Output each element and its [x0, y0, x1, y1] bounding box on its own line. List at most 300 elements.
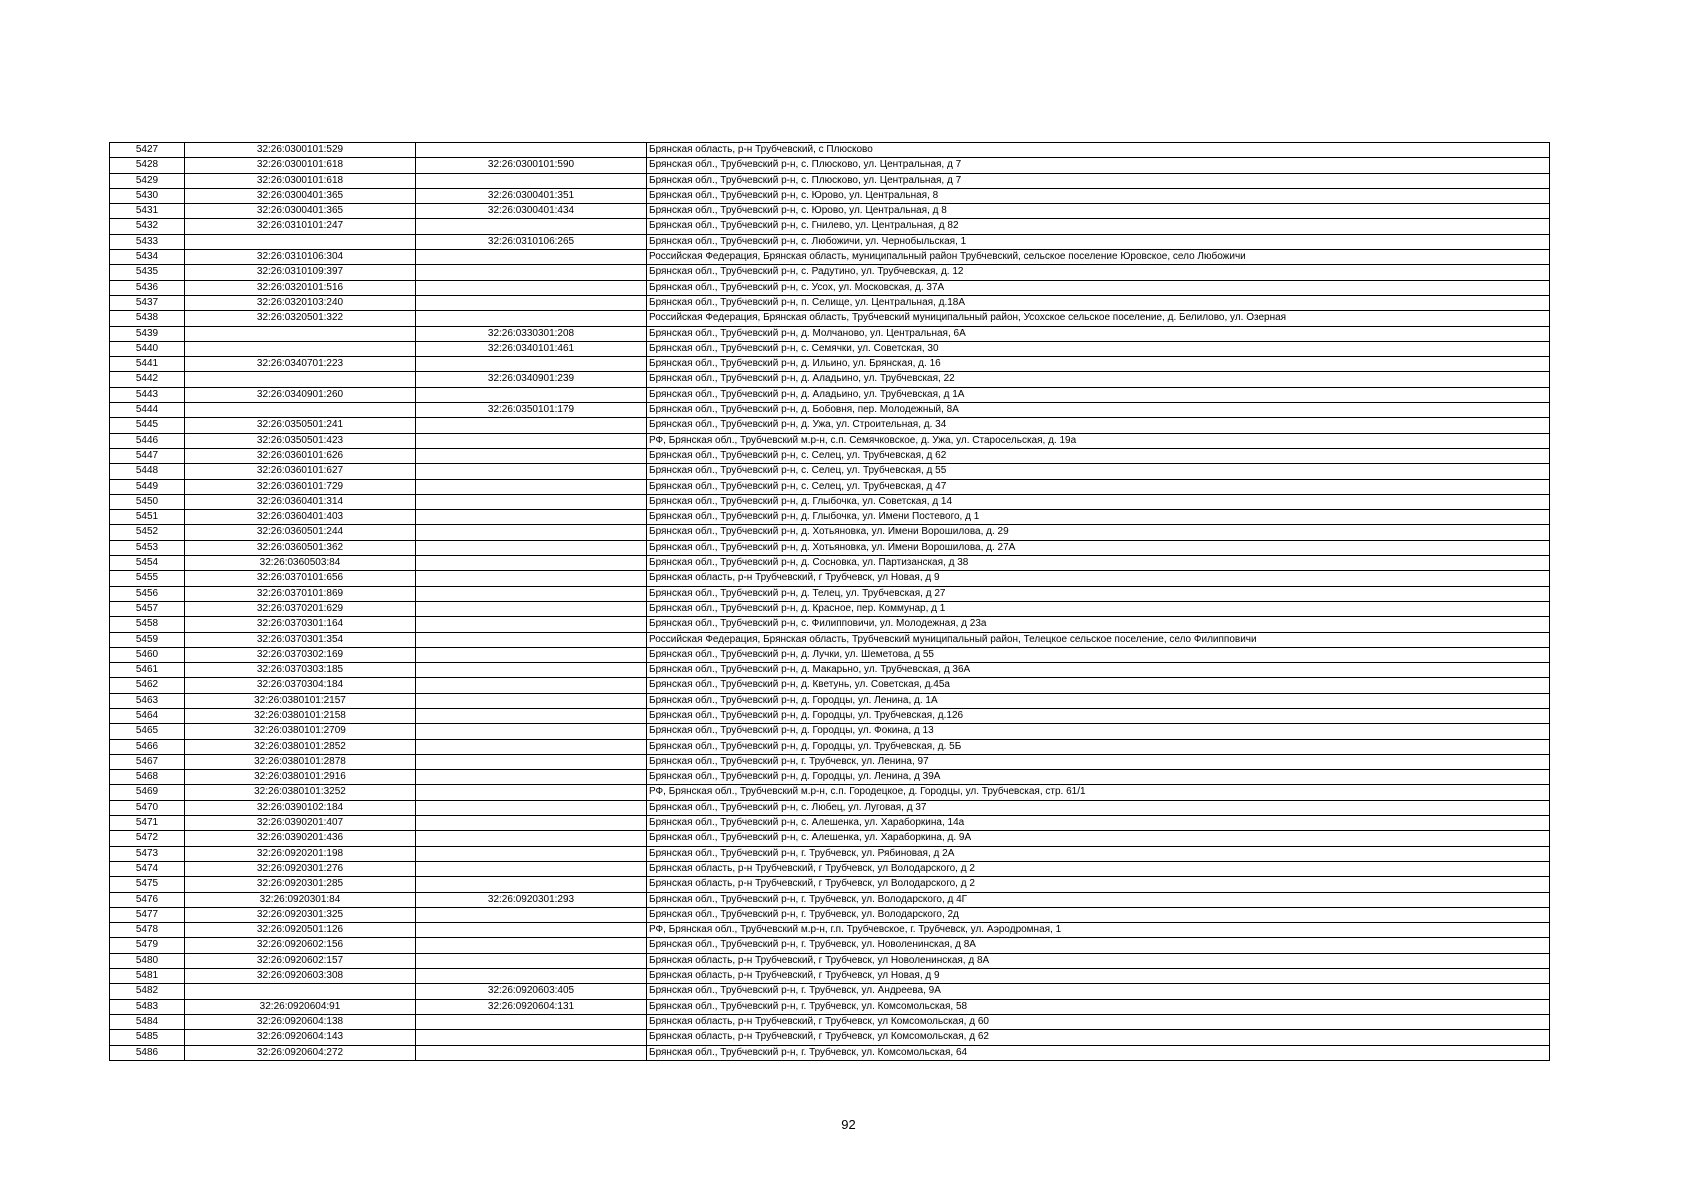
related-cadastral-number-cell	[416, 923, 647, 938]
address-cell: Брянская обл., Трубчевский р-н, г. Трубчевск, ул. Рябиновая, д 2А	[647, 846, 1550, 861]
cadastral-number-cell: 32:26:0360503:84	[185, 556, 416, 571]
row-number-cell: 5441	[110, 357, 185, 372]
address-cell: Брянская область, р-н Трубчевский, г Трубчевск, ул Новоленинская, д 8А	[647, 953, 1550, 968]
table-row	[110, 617, 1550, 632]
row-number-cell: 5475	[110, 877, 185, 892]
related-cadastral-number-cell	[416, 464, 647, 479]
related-cadastral-number-cell: 32:26:0330301:208	[416, 326, 647, 341]
cadastral-number-cell: 32:26:0320101:516	[185, 280, 416, 295]
row-number-cell: 5483	[110, 999, 185, 1014]
table-row	[110, 479, 1550, 494]
row-number-cell: 5466	[110, 739, 185, 754]
table-row	[110, 1030, 1550, 1045]
cadastral-number-cell: 32:26:0920301:84	[185, 892, 416, 907]
cadastral-number-cell: 32:26:0370303:185	[185, 663, 416, 678]
row-number-cell: 5431	[110, 204, 185, 219]
address-cell: Брянская обл., Трубчевский р-н, г. Трубчевск, ул. Комсомольская, 58	[647, 999, 1550, 1014]
address-cell: Брянская область, р-н Трубчевский, г Трубчевск, ул Комсомольская, д 60	[647, 1014, 1550, 1029]
cadastral-number-cell	[185, 234, 416, 249]
address-cell: Брянская обл., Трубчевский р-н, д. Макарьно, ул. Трубчевская, д 36А	[647, 663, 1550, 678]
row-number-cell: 5456	[110, 586, 185, 601]
cadastral-number-cell: 32:26:0390201:407	[185, 816, 416, 831]
related-cadastral-number-cell: 32:26:0920603:405	[416, 984, 647, 999]
cadastral-number-cell: 32:26:0920604:138	[185, 1014, 416, 1029]
related-cadastral-number-cell	[416, 617, 647, 632]
cadastral-number-cell: 32:26:0300101:618	[185, 158, 416, 173]
address-cell: Брянская обл., Трубчевский р-н, д. Хотьяновка, ул. Имени Ворошилова, д. 27А	[647, 540, 1550, 555]
address-cell: РФ, Брянская обл., Трубчевский м.р-н, с.п. Городецкое, д. Городцы, ул. Трубчевская, стр. 61/1	[647, 785, 1550, 800]
table-row	[110, 969, 1550, 984]
related-cadastral-number-cell	[416, 693, 647, 708]
address-cell: Брянская обл., Трубчевский р-н, с. Любожичи, ул. Чернобыльская, 1	[647, 234, 1550, 249]
row-number-cell: 5433	[110, 234, 185, 249]
table-row	[110, 846, 1550, 861]
address-cell: Брянская обл., Трубчевский р-н, д. Лучки, ул. Шеметова, д 55	[647, 647, 1550, 662]
related-cadastral-number-cell	[416, 1014, 647, 1029]
cadastral-number-cell: 32:26:0360501:244	[185, 525, 416, 540]
row-number-cell: 5442	[110, 372, 185, 387]
table-row	[110, 295, 1550, 310]
related-cadastral-number-cell	[416, 601, 647, 616]
address-cell: Брянская обл., Трубчевский р-н, д. Красное, пер. Коммунар, д 1	[647, 601, 1550, 616]
related-cadastral-number-cell	[416, 1030, 647, 1045]
cadastral-number-cell: 32:26:0370304:184	[185, 678, 416, 693]
table-row	[110, 448, 1550, 463]
address-cell: Брянская обл., Трубчевский р-н, с. Алешенка, ул. Хараборкина, д. 9А	[647, 831, 1550, 846]
table-row	[110, 984, 1550, 999]
address-cell: Брянская обл., Трубчевский р-н, д. Ильино, ул. Брянская, д. 16	[647, 357, 1550, 372]
cadastral-number-cell: 32:26:0380101:2158	[185, 708, 416, 723]
related-cadastral-number-cell	[416, 877, 647, 892]
cadastral-number-cell: 32:26:0300101:529	[185, 143, 416, 158]
table-row	[110, 647, 1550, 662]
address-cell: РФ, Брянская обл., Трубчевский м.р-н, г.п. Трубчевское, г. Трубчевск, ул. Аэродромная, 1	[647, 923, 1550, 938]
related-cadastral-number-cell	[416, 357, 647, 372]
related-cadastral-number-cell	[416, 739, 647, 754]
row-number-cell: 5486	[110, 1045, 185, 1060]
related-cadastral-number-cell	[416, 494, 647, 509]
row-number-cell: 5434	[110, 250, 185, 265]
row-number-cell: 5443	[110, 387, 185, 402]
row-number-cell: 5465	[110, 724, 185, 739]
address-cell: Брянская обл., Трубчевский р-н, д. Хотьяновка, ул. Имени Ворошилова, д. 29	[647, 525, 1550, 540]
address-cell: Брянская область, р-н Трубчевский, г Трубчевск, ул Новая, д 9	[647, 969, 1550, 984]
row-number-cell: 5451	[110, 510, 185, 525]
related-cadastral-number-cell: 32:26:0340101:461	[416, 341, 647, 356]
cadastral-number-cell: 32:26:0370302:169	[185, 647, 416, 662]
cadastral-number-cell: 32:26:0360401:314	[185, 494, 416, 509]
related-cadastral-number-cell	[416, 678, 647, 693]
address-cell: Брянская область, р-н Трубчевский, с Плюсково	[647, 143, 1550, 158]
row-number-cell: 5470	[110, 800, 185, 815]
table-row	[110, 143, 1550, 158]
row-number-cell: 5460	[110, 647, 185, 662]
row-number-cell: 5455	[110, 571, 185, 586]
address-cell: Брянская обл., Трубчевский р-н, д. Бобовня, пер. Молодежный, 8А	[647, 403, 1550, 418]
related-cadastral-number-cell	[416, 708, 647, 723]
related-cadastral-number-cell: 32:26:0300401:434	[416, 204, 647, 219]
cadastral-number-cell: 32:26:0370301:354	[185, 632, 416, 647]
row-number-cell: 5448	[110, 464, 185, 479]
table-row	[110, 433, 1550, 448]
cadastral-number-cell: 32:26:0380101:2878	[185, 754, 416, 769]
row-number-cell: 5438	[110, 311, 185, 326]
related-cadastral-number-cell	[416, 647, 647, 662]
related-cadastral-number-cell	[416, 754, 647, 769]
related-cadastral-number-cell	[416, 418, 647, 433]
related-cadastral-number-cell	[416, 586, 647, 601]
row-number-cell: 5452	[110, 525, 185, 540]
row-number-cell: 5463	[110, 693, 185, 708]
address-cell: Брянская обл., Трубчевский р-н, с. Любец, ул. Луговая, д 37	[647, 800, 1550, 815]
related-cadastral-number-cell	[416, 280, 647, 295]
related-cadastral-number-cell: 32:26:0300101:590	[416, 158, 647, 173]
table-row	[110, 341, 1550, 356]
table-row	[110, 540, 1550, 555]
table-row	[110, 861, 1550, 876]
cadastral-number-cell	[185, 326, 416, 341]
table-row	[110, 877, 1550, 892]
table-row	[110, 188, 1550, 203]
table-row	[110, 754, 1550, 769]
address-cell: Брянская обл., Трубчевский р-н, г. Трубчевск, ул. Андреева, 9А	[647, 984, 1550, 999]
row-number-cell: 5454	[110, 556, 185, 571]
table-row	[110, 678, 1550, 693]
table-row	[110, 999, 1550, 1014]
address-cell: Брянская обл., Трубчевский р-н, д. Глыбочка, ул. Советская, д 14	[647, 494, 1550, 509]
row-number-cell: 5450	[110, 494, 185, 509]
cadastral-number-cell: 32:26:0920201:198	[185, 846, 416, 861]
address-cell: Брянская обл., Трубчевский р-н, д. Ужа, ул. Строительная, д. 34	[647, 418, 1550, 433]
cadastral-number-cell: 32:26:0360501:362	[185, 540, 416, 555]
cadastral-number-cell	[185, 984, 416, 999]
table-row	[110, 204, 1550, 219]
table-row	[110, 372, 1550, 387]
table-row	[110, 357, 1550, 372]
related-cadastral-number-cell	[416, 816, 647, 831]
row-number-cell: 5480	[110, 953, 185, 968]
address-cell: Брянская обл., Трубчевский р-н, г. Трубчевск, ул. Володарского, д 4Г	[647, 892, 1550, 907]
address-cell: Брянская обл., Трубчевский р-н, с. Юрово, ул. Центральная, д 8	[647, 204, 1550, 219]
address-cell: Брянская обл., Трубчевский р-н, с. Усох, ул. Московская, д. 37А	[647, 280, 1550, 295]
address-cell: Брянская обл., Трубчевский р-н, с. Радутино, ул. Трубчевская, д. 12	[647, 265, 1550, 280]
address-cell: Брянская обл., Трубчевский р-н, д. Молчаново, ул. Центральная, 6А	[647, 326, 1550, 341]
row-number-cell: 5485	[110, 1030, 185, 1045]
table-row	[110, 953, 1550, 968]
table-row	[110, 250, 1550, 265]
table-row	[110, 387, 1550, 402]
address-cell: Брянская обл., Трубчевский р-н, с. Селец, ул. Трубчевская, д 55	[647, 464, 1550, 479]
cadastral-number-cell: 32:26:0920603:308	[185, 969, 416, 984]
row-number-cell: 5484	[110, 1014, 185, 1029]
related-cadastral-number-cell	[416, 433, 647, 448]
row-number-cell: 5479	[110, 938, 185, 953]
address-cell: Брянская обл., Трубчевский р-н, д. Аладьино, ул. Трубчевская, 22	[647, 372, 1550, 387]
table-row	[110, 923, 1550, 938]
table-row	[110, 173, 1550, 188]
address-cell: Российская Федерация, Брянская область, Трубчевский муниципальный район, Усохское сельское поселение, д. Белилово, ул. Озерная	[647, 311, 1550, 326]
address-cell: Брянская обл., Трубчевский р-н, д. Аладьино, ул. Трубчевская, д 1А	[647, 387, 1550, 402]
table-row	[110, 816, 1550, 831]
row-number-cell: 5453	[110, 540, 185, 555]
row-number-cell: 5472	[110, 831, 185, 846]
row-number-cell: 5459	[110, 632, 185, 647]
address-cell: Брянская обл., Трубчевский р-н, д. Городцы, ул. Ленина, д. 1А	[647, 693, 1550, 708]
table-row	[110, 632, 1550, 647]
cadastral-number-cell: 32:26:0380101:3252	[185, 785, 416, 800]
table-row	[110, 234, 1550, 249]
table-row	[110, 693, 1550, 708]
address-cell: Брянская обл., Трубчевский р-н, с. Гнилево, ул. Центральная, д 82	[647, 219, 1550, 234]
table-row	[110, 158, 1550, 173]
address-cell: Брянская обл., Трубчевский р-н, д. Городцы, ул. Ленина, д 39А	[647, 770, 1550, 785]
cadastral-number-cell: 32:26:0370201:629	[185, 601, 416, 616]
table-row	[110, 785, 1550, 800]
related-cadastral-number-cell	[416, 265, 647, 280]
cadastral-number-cell: 32:26:0380101:2709	[185, 724, 416, 739]
table-row	[110, 770, 1550, 785]
table-row	[110, 724, 1550, 739]
table-row	[110, 892, 1550, 907]
related-cadastral-number-cell	[416, 510, 647, 525]
related-cadastral-number-cell	[416, 525, 647, 540]
registry-table	[109, 142, 1550, 1061]
related-cadastral-number-cell	[416, 663, 647, 678]
related-cadastral-number-cell	[416, 295, 647, 310]
related-cadastral-number-cell	[416, 143, 647, 158]
address-cell: Брянская обл., Трубчевский р-н, с. Филипповичи, ул. Молодежная, д 23а	[647, 617, 1550, 632]
cadastral-number-cell: 32:26:0310101:247	[185, 219, 416, 234]
address-cell: Брянская область, р-н Трубчевский, г Трубчевск, ул Новая, д 9	[647, 571, 1550, 586]
cadastral-number-cell	[185, 341, 416, 356]
cadastral-number-cell: 32:26:0920604:272	[185, 1045, 416, 1060]
row-number-cell: 5458	[110, 617, 185, 632]
row-number-cell: 5473	[110, 846, 185, 861]
table-row	[110, 403, 1550, 418]
related-cadastral-number-cell	[416, 571, 647, 586]
cadastral-number-cell: 32:26:0310106:304	[185, 250, 416, 265]
related-cadastral-number-cell	[416, 724, 647, 739]
table-row	[110, 800, 1550, 815]
related-cadastral-number-cell	[416, 479, 647, 494]
related-cadastral-number-cell: 32:26:0920604:131	[416, 999, 647, 1014]
cadastral-number-cell: 32:26:0360401:403	[185, 510, 416, 525]
table-row	[110, 280, 1550, 295]
related-cadastral-number-cell	[416, 448, 647, 463]
row-number-cell: 5435	[110, 265, 185, 280]
cadastral-number-cell: 32:26:0920602:157	[185, 953, 416, 968]
cadastral-number-cell: 32:26:0920602:156	[185, 938, 416, 953]
table-row	[110, 663, 1550, 678]
row-number-cell: 5481	[110, 969, 185, 984]
row-number-cell: 5429	[110, 173, 185, 188]
related-cadastral-number-cell	[416, 556, 647, 571]
table-row	[110, 525, 1550, 540]
row-number-cell: 5437	[110, 295, 185, 310]
row-number-cell: 5468	[110, 770, 185, 785]
table-row	[110, 601, 1550, 616]
table-row	[110, 1045, 1550, 1060]
related-cadastral-number-cell	[416, 540, 647, 555]
table-row	[110, 571, 1550, 586]
row-number-cell: 5482	[110, 984, 185, 999]
address-cell: Брянская обл., Трубчевский р-н, д. Городцы, ул. Трубчевская, д.126	[647, 708, 1550, 723]
table-row	[110, 326, 1550, 341]
row-number-cell: 5478	[110, 923, 185, 938]
related-cadastral-number-cell	[416, 387, 647, 402]
registry-table-body	[110, 143, 1550, 1061]
row-number-cell: 5457	[110, 601, 185, 616]
address-cell: Брянская обл., Трубчевский р-н, д. Сосновка, ул. Партизанская, д 38	[647, 556, 1550, 571]
address-cell: Брянская область, р-н Трубчевский, г Трубчевск, ул Комсомольская, д 62	[647, 1030, 1550, 1045]
address-cell: Брянская обл., Трубчевский р-н, г. Трубчевск, ул. Новоленинская, д 8А	[647, 938, 1550, 953]
cadastral-number-cell: 32:26:0920301:276	[185, 861, 416, 876]
cadastral-number-cell: 32:26:0360101:729	[185, 479, 416, 494]
table-row	[110, 938, 1550, 953]
cadastral-number-cell: 32:26:0320103:240	[185, 295, 416, 310]
row-number-cell: 5477	[110, 907, 185, 922]
cadastral-number-cell: 32:26:0360101:626	[185, 448, 416, 463]
table-row	[110, 418, 1550, 433]
table-row	[110, 586, 1550, 601]
cadastral-number-cell: 32:26:0320501:322	[185, 311, 416, 326]
address-cell: Брянская обл., Трубчевский р-н, с. Плюсково, ул. Центральная, д 7	[647, 158, 1550, 173]
related-cadastral-number-cell	[416, 250, 647, 265]
address-cell: Брянская обл., Трубчевский р-н, д. Городцы, ул. Фокина, д 13	[647, 724, 1550, 739]
address-cell: Брянская обл., Трубчевский р-н, г. Трубчевск, ул. Володарского, 2д	[647, 907, 1550, 922]
row-number-cell: 5469	[110, 785, 185, 800]
address-cell: Брянская обл., Трубчевский р-н, г. Трубчевск, ул. Комсомольская, 64	[647, 1045, 1550, 1060]
related-cadastral-number-cell	[416, 831, 647, 846]
row-number-cell: 5461	[110, 663, 185, 678]
cadastral-number-cell: 32:26:0360101:627	[185, 464, 416, 479]
related-cadastral-number-cell	[416, 785, 647, 800]
table-row	[110, 831, 1550, 846]
address-cell: Российская Федерация, Брянская область, муниципальный район Трубчевский, сельское поселение Юровское, село Любожичи	[647, 250, 1550, 265]
cadastral-number-cell: 32:26:0370101:869	[185, 586, 416, 601]
address-cell: Брянская обл., Трубчевский р-н, д. Городцы, ул. Трубчевская, д. 5Б	[647, 739, 1550, 754]
related-cadastral-number-cell	[416, 861, 647, 876]
related-cadastral-number-cell	[416, 938, 647, 953]
cadastral-number-cell: 32:26:0390201:436	[185, 831, 416, 846]
page-number: 92	[841, 1117, 856, 1132]
cadastral-number-cell	[185, 372, 416, 387]
address-cell: РФ, Брянская обл., Трубчевский м.р-н, с.п. Семячковское, д. Ужа, ул. Старосельская, д. 19а	[647, 433, 1550, 448]
table-row	[110, 510, 1550, 525]
row-number-cell: 5446	[110, 433, 185, 448]
related-cadastral-number-cell: 32:26:0920301:293	[416, 892, 647, 907]
row-number-cell: 5445	[110, 418, 185, 433]
cadastral-number-cell: 32:26:0380101:2916	[185, 770, 416, 785]
cadastral-number-cell: 32:26:0350501:423	[185, 433, 416, 448]
cadastral-number-cell: 32:26:0920604:143	[185, 1030, 416, 1045]
address-cell: Брянская область, р-н Трубчевский, г Трубчевск, ул Володарского, д 2	[647, 877, 1550, 892]
address-cell: Брянская обл., Трубчевский р-н, с. Алешенка, ул. Хараборкина, 14а	[647, 816, 1550, 831]
cadastral-number-cell: 32:26:0340901:260	[185, 387, 416, 402]
table-row	[110, 265, 1550, 280]
cadastral-number-cell: 32:26:0920501:126	[185, 923, 416, 938]
cadastral-number-cell: 32:26:0350501:241	[185, 418, 416, 433]
cadastral-number-cell: 32:26:0380101:2852	[185, 739, 416, 754]
row-number-cell: 5464	[110, 708, 185, 723]
address-cell: Брянская обл., Трубчевский р-н, с. Селец, ул. Трубчевская, д 62	[647, 448, 1550, 463]
row-number-cell: 5474	[110, 861, 185, 876]
row-number-cell: 5430	[110, 188, 185, 203]
related-cadastral-number-cell: 32:26:0310106:265	[416, 234, 647, 249]
address-cell: Брянская обл., Трубчевский р-н, г. Трубчевск, ул. Ленина, 97	[647, 754, 1550, 769]
table-row	[110, 219, 1550, 234]
row-number-cell: 5462	[110, 678, 185, 693]
related-cadastral-number-cell	[416, 1045, 647, 1060]
row-number-cell: 5440	[110, 341, 185, 356]
cadastral-number-cell: 32:26:0390102:184	[185, 800, 416, 815]
related-cadastral-number-cell: 32:26:0340901:239	[416, 372, 647, 387]
cadastral-number-cell: 32:26:0300401:365	[185, 204, 416, 219]
table-row	[110, 739, 1550, 754]
address-cell: Брянская обл., Трубчевский р-н, с. Юрово, ул. Центральная, 8	[647, 188, 1550, 203]
related-cadastral-number-cell	[416, 219, 647, 234]
table-row	[110, 494, 1550, 509]
cadastral-number-cell: 32:26:0370301:164	[185, 617, 416, 632]
table-row	[110, 907, 1550, 922]
address-cell: Брянская обл., Трубчевский р-н, с. Семячки, ул. Советская, 30	[647, 341, 1550, 356]
address-cell: Брянская обл., Трубчевский р-н, с. Селец, ул. Трубчевская, д 47	[647, 479, 1550, 494]
cadastral-number-cell: 32:26:0370101:656	[185, 571, 416, 586]
row-number-cell: 5471	[110, 816, 185, 831]
cadastral-number-cell: 32:26:0380101:2157	[185, 693, 416, 708]
address-cell: Российская Федерация, Брянская область, Трубчевский муниципальный район, Телецкое сельское поселение, село Филипповичи	[647, 632, 1550, 647]
row-number-cell: 5467	[110, 754, 185, 769]
row-number-cell: 5427	[110, 143, 185, 158]
cadastral-number-cell: 32:26:0310109:397	[185, 265, 416, 280]
table-row	[110, 1014, 1550, 1029]
table-row	[110, 311, 1550, 326]
related-cadastral-number-cell	[416, 846, 647, 861]
address-cell: Брянская область, р-н Трубчевский, г Трубчевск, ул Володарского, д 2	[647, 861, 1550, 876]
row-number-cell: 5447	[110, 448, 185, 463]
address-cell: Брянская обл., Трубчевский р-н, д. Глыбочка, ул. Имени Постевого, д 1	[647, 510, 1550, 525]
related-cadastral-number-cell	[416, 907, 647, 922]
row-number-cell: 5439	[110, 326, 185, 341]
cadastral-number-cell	[185, 403, 416, 418]
address-cell: Брянская обл., Трубчевский р-н, с. Плюсково, ул. Центральная, д 7	[647, 173, 1550, 188]
cadastral-number-cell: 32:26:0920301:325	[185, 907, 416, 922]
row-number-cell: 5432	[110, 219, 185, 234]
table-row	[110, 708, 1550, 723]
related-cadastral-number-cell: 32:26:0300401:351	[416, 188, 647, 203]
related-cadastral-number-cell	[416, 953, 647, 968]
related-cadastral-number-cell	[416, 632, 647, 647]
row-number-cell: 5428	[110, 158, 185, 173]
row-number-cell: 5444	[110, 403, 185, 418]
row-number-cell: 5476	[110, 892, 185, 907]
cadastral-number-cell: 32:26:0340701:223	[185, 357, 416, 372]
cadastral-number-cell: 32:26:0300101:618	[185, 173, 416, 188]
related-cadastral-number-cell: 32:26:0350101:179	[416, 403, 647, 418]
related-cadastral-number-cell	[416, 173, 647, 188]
table-row	[110, 464, 1550, 479]
address-cell: Брянская обл., Трубчевский р-н, д. Кветунь, ул. Советская, д.45а	[647, 678, 1550, 693]
table-row	[110, 556, 1550, 571]
related-cadastral-number-cell	[416, 770, 647, 785]
row-number-cell: 5449	[110, 479, 185, 494]
row-number-cell: 5436	[110, 280, 185, 295]
cadastral-number-cell: 32:26:0920604:91	[185, 999, 416, 1014]
cadastral-number-cell: 32:26:0920301:285	[185, 877, 416, 892]
address-cell: Брянская обл., Трубчевский р-н, д. Телец, ул. Трубчевская, д 27	[647, 586, 1550, 601]
related-cadastral-number-cell	[416, 969, 647, 984]
address-cell: Брянская обл., Трубчевский р-н, п. Селище, ул. Центральная, д.18А	[647, 295, 1550, 310]
